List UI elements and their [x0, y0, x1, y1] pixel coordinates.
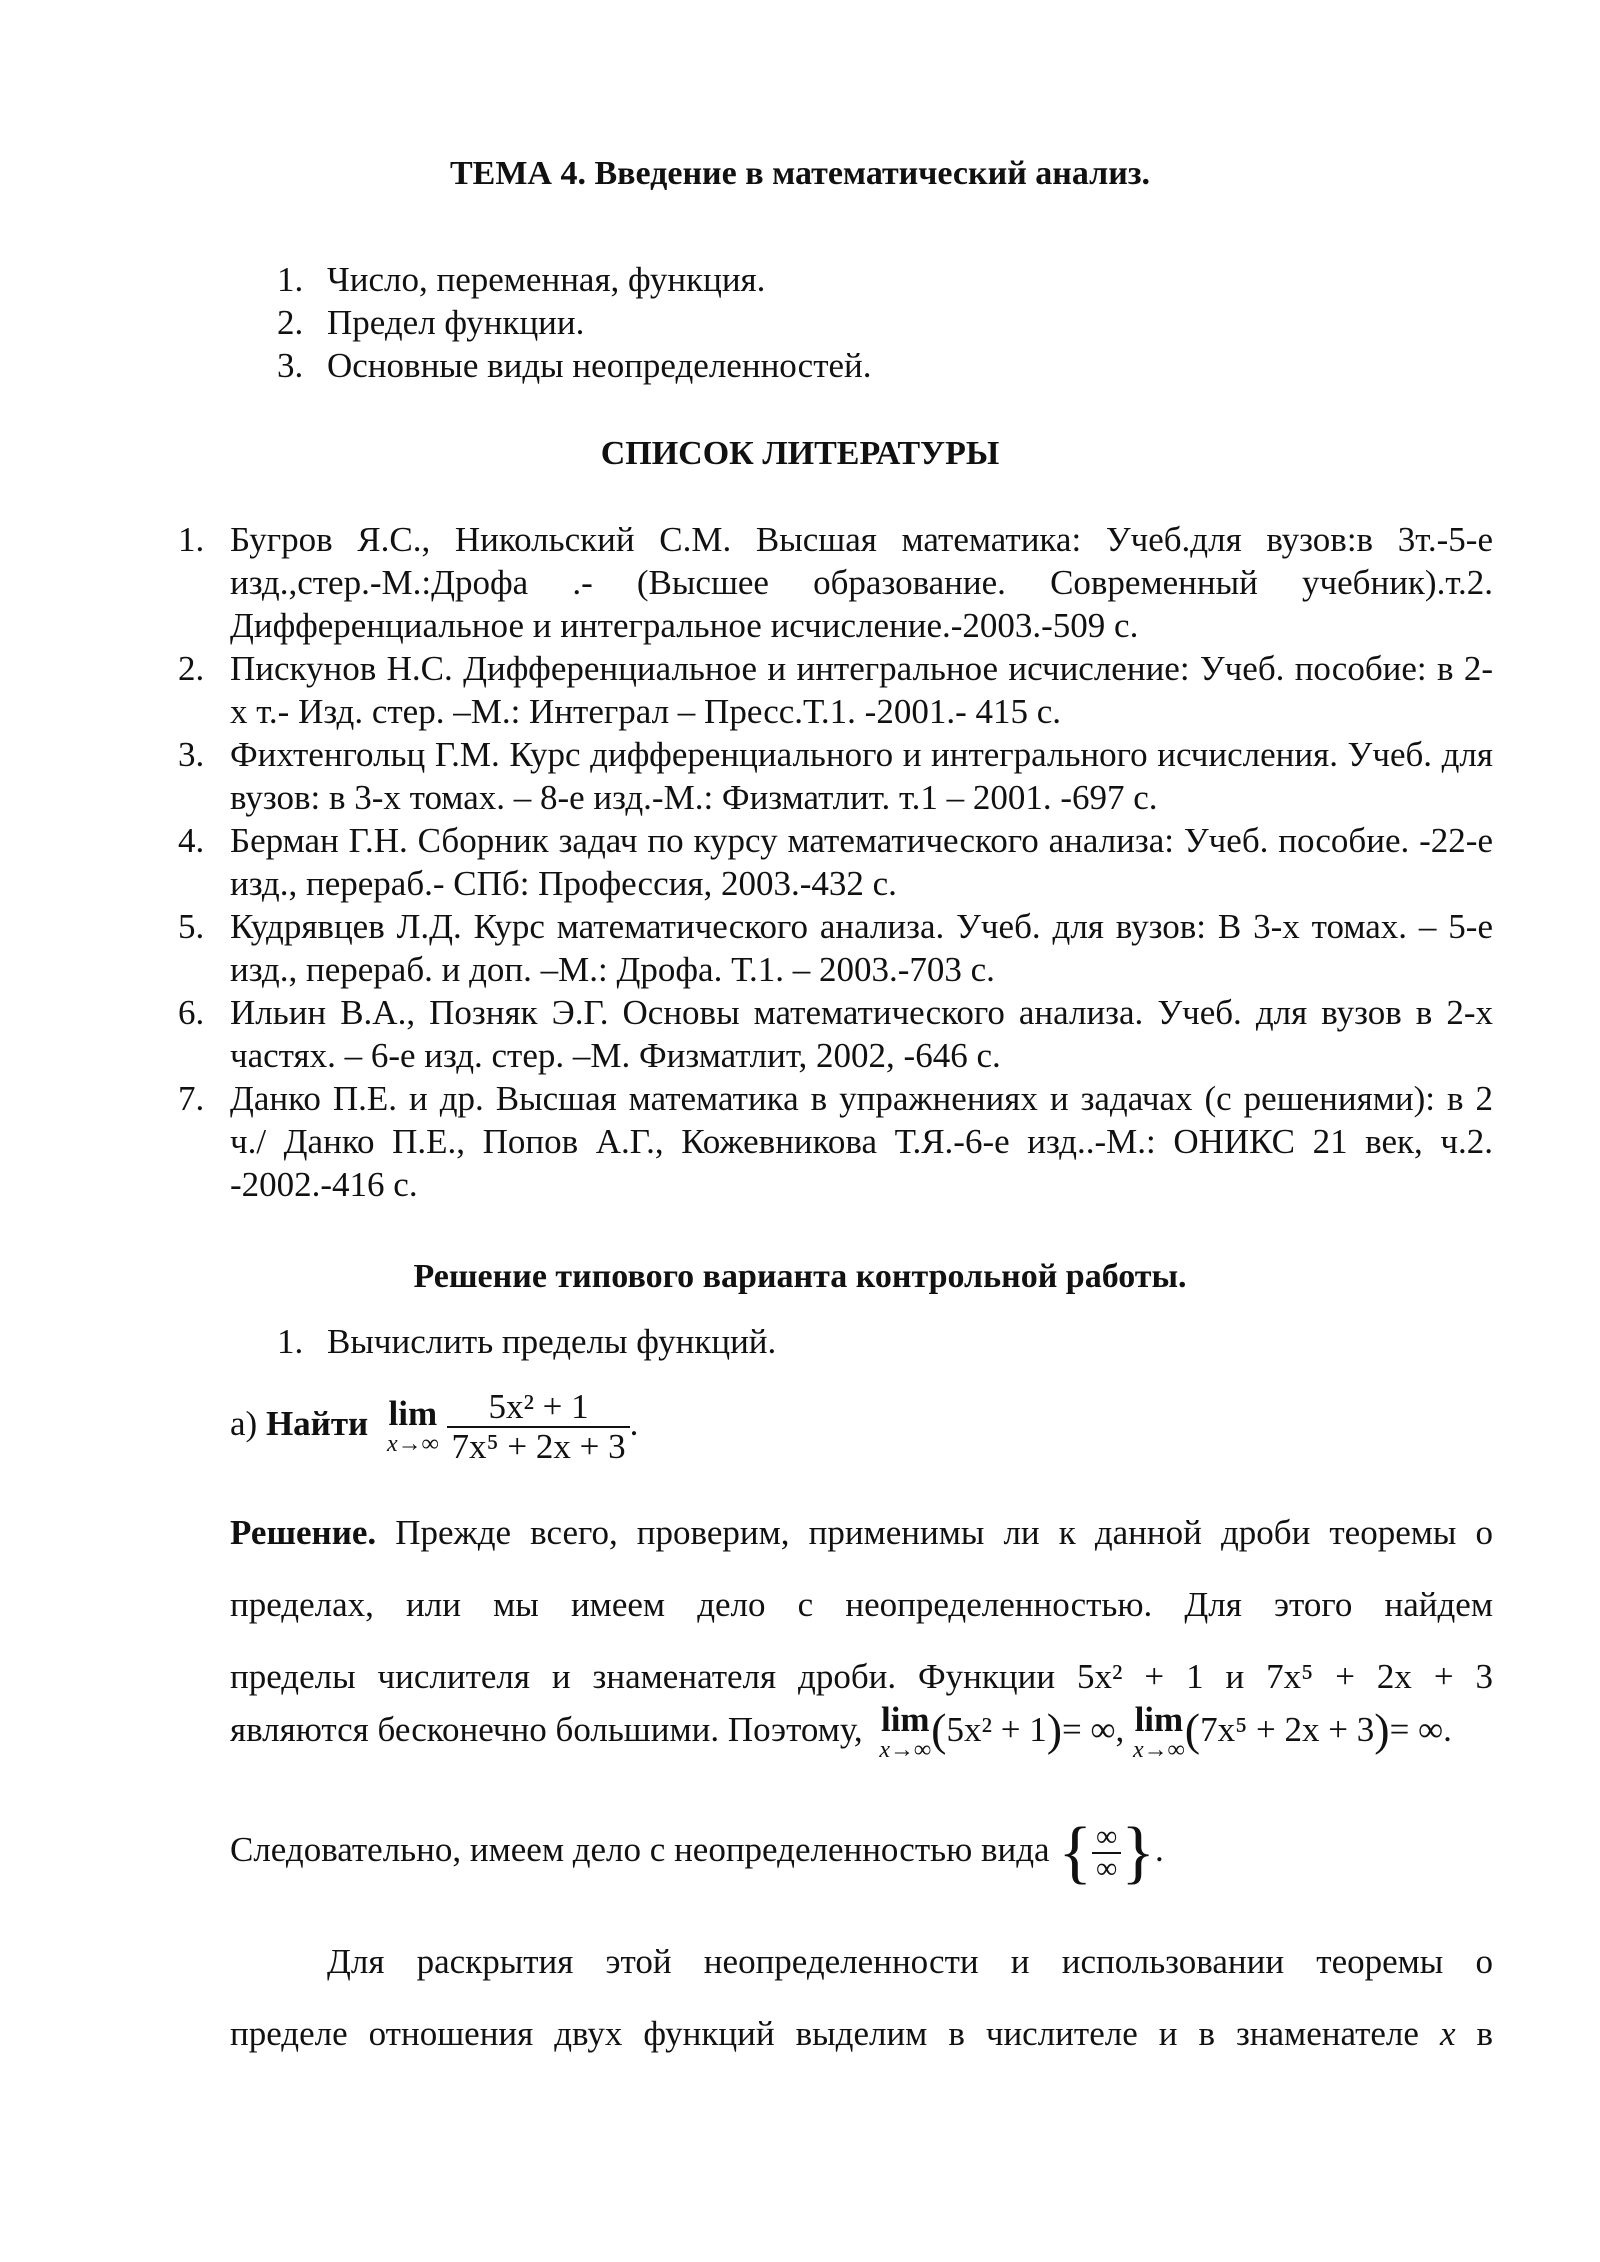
task-item: [277, 1320, 776, 1363]
paragraph-2-line-2-text: пределе отношения двух функций выделим в числителе и в знаменателе: [230, 2014, 1419, 2053]
topic-item: [277, 344, 872, 387]
part-a-end: .: [629, 1404, 639, 1444]
topic-number: 1.: [277, 260, 304, 299]
solution-line-5-text: Следовательно, имеем дело с неопределенностью вида: [230, 1830, 1050, 1870]
reference-text: Кудрявцев Л.Д. Курс математического анализа. Учеб. для вузов: В 3-х томах. – 5-е изд., перераб. и доп. –М.: Дрофа. Т.1. – 2003.-703 с.: [230, 907, 1493, 989]
limit-1-expression: 5x² + 1: [946, 1710, 1047, 1750]
equals-infinity-2: = ∞: [1389, 1710, 1444, 1750]
references-heading: СПИСОК ЛИТЕРАТУРЫ: [600, 435, 1000, 472]
part-a-label: а): [230, 1404, 258, 1444]
reference-text: Бугров Я.С., Никольский С.М. Высшая математика: Учеб.для вузов:в 3т.-5-е изд.,стер.-М.:Дрофа .- (Высшее образование. Современный учебник).т.2. Дифференциальное и интегральное исчисление.-2003.-509 с.: [230, 520, 1493, 645]
limit-2-expression: 7x⁵ + 2x + 3: [1200, 1710, 1375, 1750]
lim-subscript: x→∞: [1133, 1737, 1185, 1763]
references-list: [178, 518, 1493, 1206]
solution-line-1-text: Прежде всего, проверим, применимы ли к данной дроби теоремы о: [395, 1513, 1494, 1552]
lim-word: lim: [388, 1394, 438, 1433]
find-word: Найти: [265, 1404, 369, 1444]
solution-line-4: являются бесконечно большими. Поэтому, lim x→∞ (5x² + 1)= ∞, lim x→∞ (7x⁵ + 2x + 3)= ∞.: [230, 1700, 1452, 1763]
solution-paragraph: [230, 1497, 1493, 1713]
topic-text: Число, переменная, функция.: [327, 260, 766, 299]
reference-number: 3.: [178, 735, 205, 774]
solution-line-5: Следовательно, имеем дело с неопределенностью вида { $\frac{\infty}{\infty}$ }.: [230, 1814, 1164, 1891]
topic-number: 2.: [277, 303, 304, 342]
solution-line-2: пределах, или мы имеем дело с неопределенностью. Для этого найдем: [230, 1585, 1493, 1624]
solution-line-4-text: являются бесконечно большими. Поэтому,: [230, 1710, 863, 1750]
topic-item: [277, 301, 872, 344]
limit-operator-1: [879, 1700, 932, 1763]
indeterminate-form: [1092, 1822, 1121, 1884]
reference-item: [178, 518, 1493, 647]
reference-item: [178, 647, 1493, 733]
solution-line-3-text: пределы числителя и знаменателя дроби. Функции: [230, 1657, 1056, 1696]
limit-operator-2: [1133, 1700, 1185, 1763]
function-2: 7x⁵ + 2x + 3: [1266, 1657, 1493, 1696]
paragraph-2-line-1: Для раскрытия этой неопределенности и использовании теоремы о: [327, 1942, 1493, 1981]
reference-number: 6.: [178, 993, 205, 1032]
topic-text: Основные виды неопределенностей.: [327, 346, 872, 385]
reference-number: 4.: [178, 821, 205, 860]
reference-text: Фихтенгольц Г.М. Курс дифференциального и интегрального исчисления. Учеб. для вузов: в 3-х томах. – 8-е изд.-М.: Физматлит. т.1 – 2001. -697 с.: [230, 735, 1493, 817]
paren-open: (: [1184, 1704, 1201, 1756]
reference-text: Ильин В.А., Позняк Э.Г. Основы математического анализа. Учеб. для вузов в 2-х частях. – 6-е изд. стер. –М. Физматлит, 2002, -646 с.: [230, 993, 1493, 1075]
reference-text: Берман Г.Н. Сборник задач по курсу математического анализа: Учеб. пособие. -22-е изд., перераб.- СПб: Профессия, 2003.-432 с.: [230, 821, 1493, 903]
reference-number: 5.: [178, 907, 205, 946]
topic-heading: ТЕМА 4. Введение в математический анализ.: [449, 155, 1151, 192]
paragraph-2-end-word: в: [1476, 2014, 1494, 2053]
paragraph-2: [230, 1926, 1493, 2070]
topic-text: Предел функции.: [327, 303, 585, 342]
limit-operator: [386, 1394, 439, 1457]
infinity-top: ∞: [1092, 1822, 1121, 1854]
reference-number: 1.: [178, 520, 205, 559]
solution-label: Решение.: [230, 1513, 377, 1552]
paren-close: ): [1374, 1704, 1390, 1756]
function-1: 5x² + 1: [1077, 1657, 1204, 1696]
topic-item: [277, 258, 872, 301]
reference-item: [178, 1077, 1493, 1206]
brace-open: {: [1058, 1814, 1092, 1891]
reference-text: Данко П.Е. и др. Высшая математика в упражнениях и задачах (с решениями): в 2 ч./ Данко П.Е., Попов А.Г., Кожевникова Т.Я.-6-е изд..-М.: ОНИКС 21 век, ч.2. -2002.-416 с.: [230, 1079, 1493, 1204]
reference-number: 7.: [178, 1079, 205, 1118]
paragraph-2-line-2: [230, 1998, 1493, 2070]
and-word: и: [1225, 1657, 1245, 1696]
solution-heading: Решение типового варианта контрольной работы.: [413, 1258, 1187, 1295]
reference-text: Пискунов Н.С. Дифференциальное и интегральное исчисление: Учеб. пособие: в 2-х т.- Изд. стер. –М.: Интеграл – Пресс.Т.1. -2001.- 415 с.: [230, 649, 1493, 731]
brace-close: }: [1121, 1814, 1155, 1891]
equals-infinity-1: = ∞: [1062, 1710, 1116, 1750]
lim-subscript: x→∞: [879, 1737, 932, 1763]
reference-item: [178, 819, 1493, 905]
reference-item: [178, 905, 1493, 991]
topic-list: [277, 258, 872, 387]
topic-number: 3.: [277, 346, 304, 385]
paren-close: ): [1046, 1704, 1063, 1756]
infinity-bottom: ∞: [1095, 1852, 1118, 1885]
reference-item: [178, 733, 1493, 819]
lim-word: lim: [880, 1700, 930, 1739]
reference-item: [178, 991, 1493, 1077]
reference-number: 2.: [178, 649, 205, 688]
part-a-statement: [230, 1388, 638, 1466]
paren-open: (: [931, 1704, 947, 1756]
fraction-denominator: 7x⁵ + 2x + 3: [451, 1427, 626, 1466]
task-text: Вычислить пределы функций.: [327, 1322, 777, 1361]
variable-x: x: [1439, 2014, 1456, 2053]
task-number: 1.: [277, 1322, 304, 1361]
lim-subscript: x→∞: [386, 1431, 439, 1457]
solution-line-1: [230, 1497, 1493, 1569]
limit-fraction: [447, 1388, 629, 1466]
lim-word: lim: [1134, 1700, 1184, 1739]
fraction-numerator: 5x² + 1: [447, 1388, 629, 1428]
